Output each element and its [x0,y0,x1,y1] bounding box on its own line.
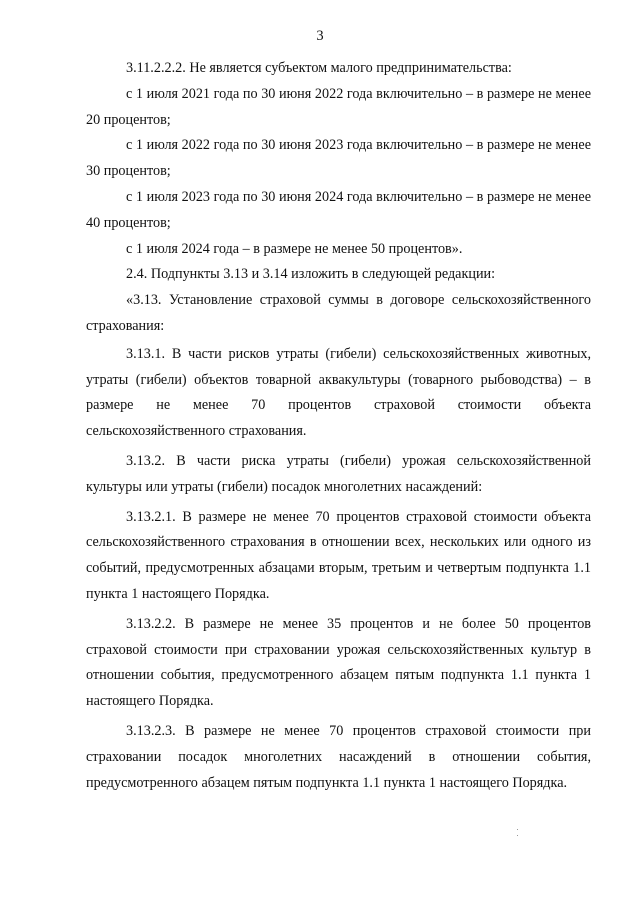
paragraph-2021-2022: с 1 июля 2021 года по 30 июня 2022 года включительно – в размере не менее 20 процентов; [86,85,591,128]
paragraph-2024: с 1 июля 2024 года – в размере не менее 50 процентов». [126,240,463,257]
scan-speck [517,829,518,830]
paragraph-3-13-2-3: 3.13.2.3. В размере не менее 70 процентов страховой стоимости при страховании посадок многолетних насаждений в отношении события, предусмотренного абзацем пятым подпункта 1.1 пункта 1 настоящего Порядка. [86,722,591,791]
scan-speck [517,835,518,836]
paragraph-3-11-2-2-2: 3.11.2.2.2. Не является субъектом малого предпринимательства: [126,60,512,76]
paragraph-2-4: 2.4. Подпункты 3.13 и 3.14 изложить в следующей редакции: [126,266,496,283]
paragraph-2023-2024: с 1 июля 2023 года по 30 июня 2024 года включительно – в размере не менее 40 процентов; [86,188,591,231]
paragraph-3-13-2-1: 3.13.2.1. В размере не менее 70 процентов страховой стоимости объекта сельскохозяйственного страхования в отношении всех, нескольких или одного из событий, предусмотренных абзацами вторым, третьим и четвертым подпункта 1.1 пункта 1 настоящего Порядка. [86,508,591,602]
document-body [86,56,591,796]
paragraph-3-13-1: 3.13.1. В части рисков утраты (гибели) сельскохозяйственных животных, утраты (гибели) объектов товарной аквакультуры (товарного рыбоводства) – в размере не менее 70 процентов страховой стоимости объекта сельскохозяйственного страхования. [86,345,591,440]
paragraph-2022-2023: с 1 июля 2022 года по 30 июня 2023 года включительно – в размере не менее 30 процентов; [86,137,591,180]
paragraph-3-13-2-2: 3.13.2.2. В размере не менее 35 процентов и не более 50 процентов страховой стоимости при страховании урожая сельскохозяйственных культур в отношении события, предусмотренного абзацем пятым подпункта 1.1 пункта 1 настоящего Порядка. [86,615,591,710]
paragraph-3-13-2: 3.13.2. В части риска утраты (гибели) урожая сельскохозяйственной культуры или утраты (гибели) посадок многолетних насаждений: [86,452,591,495]
page-number: 3 [316,28,324,44]
paragraph-3-13: «3.13. Установление страховой суммы в договоре сельскохозяйственного страхования: [86,292,591,334]
